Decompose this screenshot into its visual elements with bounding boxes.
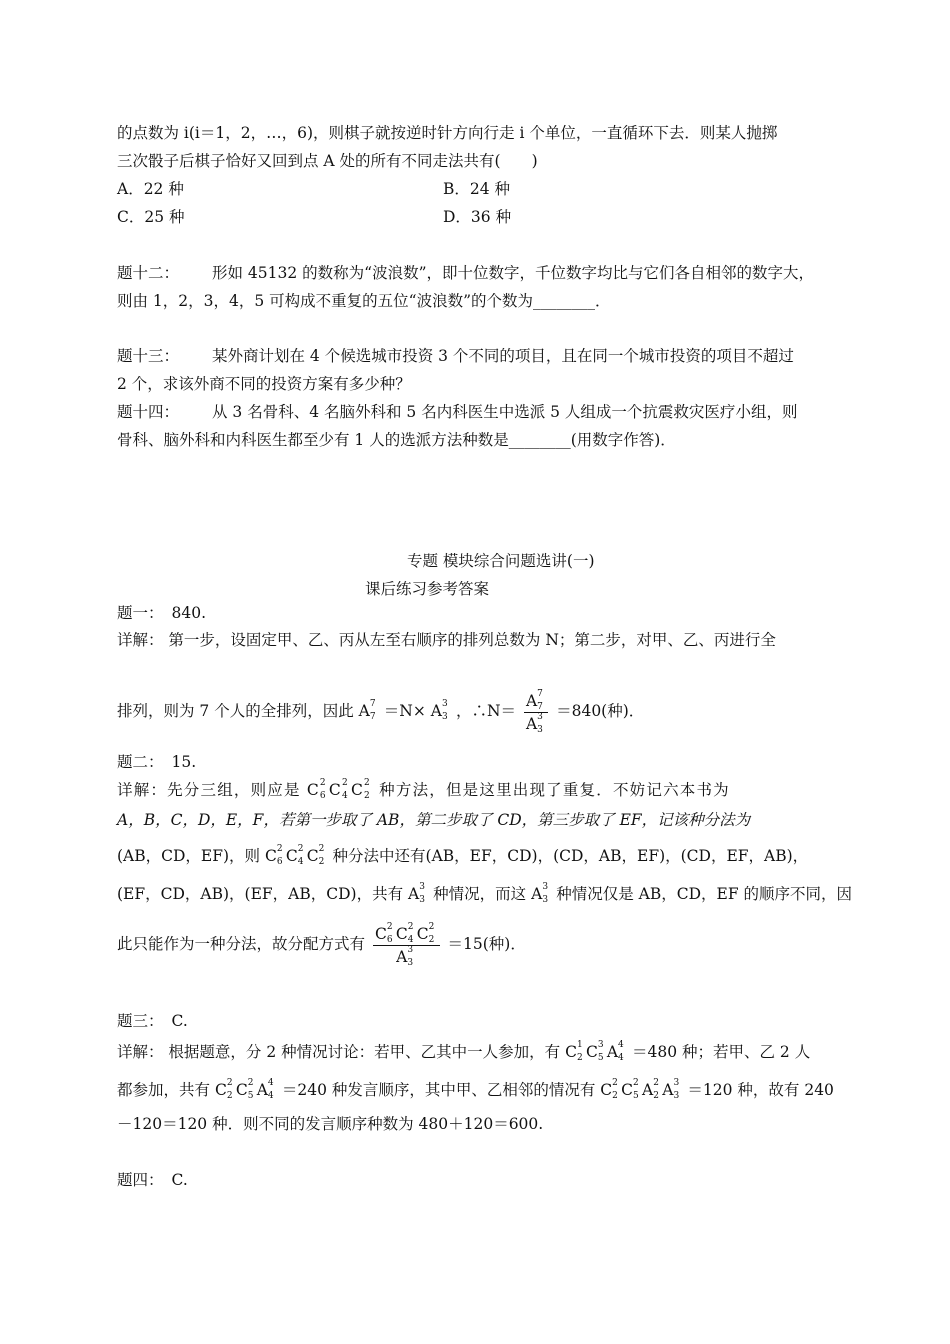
q11-option-a: A．22 种 — [117, 180, 184, 198]
q13-label: 题十三： — [117, 347, 180, 365]
a1-header — [117, 603, 206, 623]
q12-line2: 则由 1，2，3，4，5 可构成不重复的五位“波浪数”的个数为________． — [117, 292, 611, 310]
a1-value: 840. — [171, 604, 207, 622]
a2-line1: 详解：先分三组，则应是 C 2 6 C 2 4 C 2 2 种方法，但是这里出现了重复．不妨记六本书为 — [117, 778, 730, 801]
a2-line3: (AB，CD，EF)，则 C 2 6 C 2 4 C 2 2 种分法中还有(AB，EF，CD)，(CD，AB，EF)，(CD，EF，AB)， — [117, 844, 809, 867]
a3-label: 题三： — [117, 1012, 164, 1030]
a4-label: 题四： — [117, 1171, 164, 1189]
a2-header — [117, 752, 196, 772]
q11-option-d: D．36 种 — [443, 208, 512, 226]
a1-fraction: A 7 7 A 3 3 — [524, 692, 548, 733]
a1-detail2: 排列，则为 7 个人的全排列，因此 A 7 7 ＝N× A 3 3 ，∴N＝ A 7 7 A 3 3 ＝840(种)． — [117, 682, 644, 740]
a2-value: 15. — [171, 753, 197, 771]
a33-symbol: A 3 3 — [430, 699, 448, 722]
a3-line1: 详解： 根据题意，分 2 种情况讨论：若甲、乙其中一人参加，有 C 1 2 C 3 5 A 4 4 ＝480 种；若甲、乙 2 人 — [117, 1040, 811, 1063]
q13-line2: 2 个，求该外商不同的投资方案有多少种？ — [117, 375, 411, 393]
q11-option-b: B．24 种 — [443, 180, 511, 198]
a1-label: 题一： — [117, 604, 164, 622]
a2-line4: (EF，CD，AB)，(EF，AB，CD)，共有 A 3 3 种情况，而这 A 3 3 种情况仅是 AB，CD，EF 的顺序不同，因 — [117, 882, 853, 905]
a2-label: 题二： — [117, 753, 164, 771]
q11-line2: 三次骰子后棋子恰好又回到点 A 处的所有不同走法共有( ) — [117, 152, 538, 170]
q13-line1 — [117, 346, 794, 366]
answers-title: 专题 模块综合问题选讲(一) — [407, 552, 595, 570]
a3-line2: 都参加，共有 C 2 2 C 2 5 A 4 4 ＝240 种发言顺序，其中甲、乙相邻的情况有 C 2 2 C 2 5 A 2 2 A 3 3 ＝120 种，故有 240 — [117, 1078, 834, 1101]
q11-option-c: C．25 种 — [117, 208, 185, 226]
a2-line5: 此只能作为一种分法，故分配方式有 C 2 6 C 2 4 C 2 2 A 3 3 ＝15(种)． — [117, 921, 526, 968]
q13-text1: 某外商计划在 4 个候选城市投资 3 个不同的项目，且在同一个城市投资的项目不超过 — [212, 347, 794, 365]
a3-header — [117, 1011, 188, 1031]
q14-label: 题十四： — [117, 403, 180, 421]
a1-detail1: 详解： 第一步，设固定甲、乙、丙从左至右顺序的排列总数为 N；第二步，对甲、乙、丙进行全 — [117, 631, 776, 649]
a3-value: C. — [171, 1012, 188, 1030]
a2-fraction: C 2 6 C 2 4 C 2 2 A 3 3 — [373, 925, 440, 966]
q12-text1: 形如 45132 的数称为“波浪数”，即十位数字，千位数字均比与它们各自相邻的数字大， — [212, 264, 815, 282]
a77-symbol: A 7 7 — [358, 699, 376, 722]
a4-value: C. — [171, 1171, 188, 1189]
q12-label: 题十二： — [117, 264, 180, 282]
a3-line3: －120＝120 种．则不同的发言顺序种数为 480＋120＝600. — [117, 1115, 544, 1133]
q12-line1 — [117, 263, 814, 283]
a4-header — [117, 1170, 188, 1190]
q14-text1: 从 3 名骨科、4 名脑外科和 5 名内科医生中选派 5 人组成一个抗震救灾医疗小组，则 — [212, 403, 798, 421]
q11-line1: 的点数为 i(i＝1，2，…，6)，则棋子就按逆时针方向行走 i 个单位，一直循环下去．则某人抛掷 — [117, 124, 778, 142]
a2-line2: A，B，C，D，E，F，若第一步取了 AB，第二步取了 CD，第三步取了 EF，记该种分法为 — [117, 811, 751, 829]
answers-subtitle: 课后练习参考答案 — [365, 580, 490, 598]
q14-line1 — [117, 402, 797, 422]
q14-line2: 骨科、脑外科和内科医生都至少有 1 人的选派方法种数是________(用数字作答)． — [117, 431, 676, 449]
